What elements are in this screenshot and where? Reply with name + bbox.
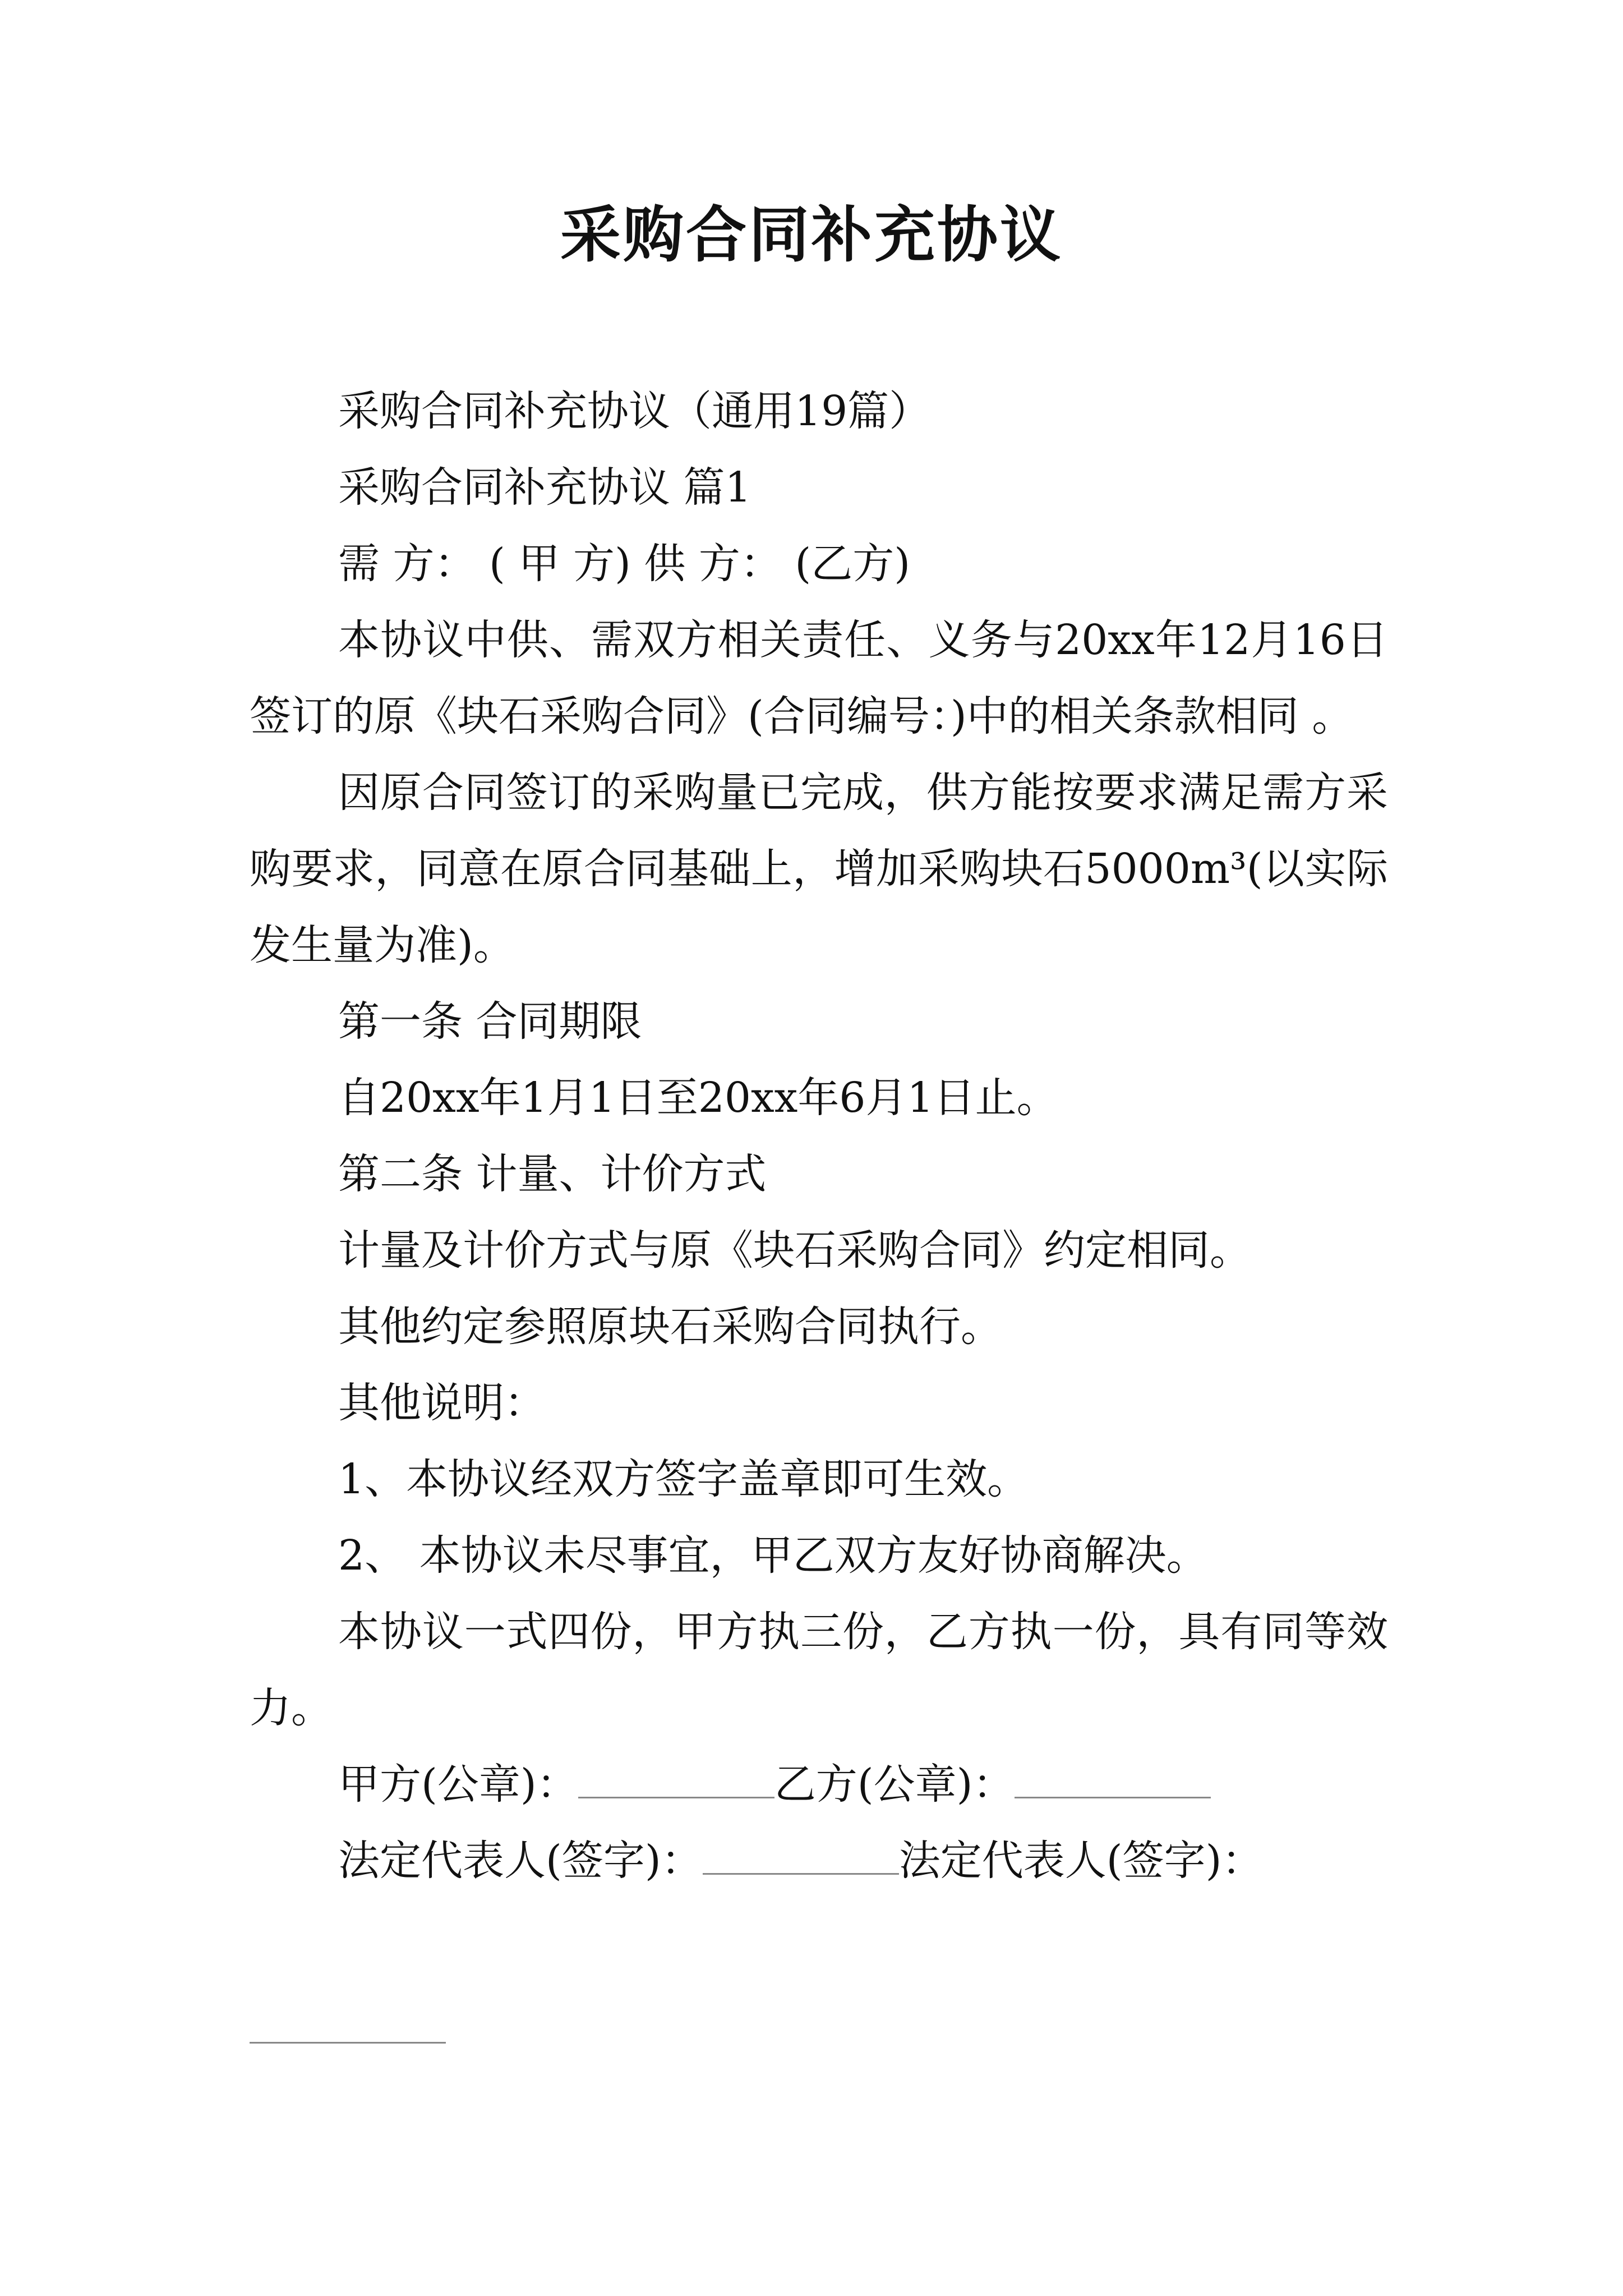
party-a-seal-label: 甲方(公章)：	[338, 1760, 578, 1809]
rep-b-blank	[250, 2042, 446, 2044]
article-one-text: 自20xx年1月1日至20xx年6月1日止。	[338, 1074, 1058, 1122]
representative-line	[250, 1823, 1388, 1899]
rep-b-label: 法定代表人(签字)：	[898, 1837, 1264, 1885]
paragraph-scope: 本协议中供、需双方相关责任、义务与20xx年12月16日签订的原《块石采购合同》(合同编号：)中的相关条款相同 。	[250, 616, 1388, 740]
party-b-seal-blank	[1015, 1761, 1211, 1798]
notes-heading: 其他说明：	[338, 1379, 546, 1427]
document-title: 采购合同补充协议	[560, 200, 1063, 270]
party-a-seal-blank	[578, 1761, 774, 1798]
article-two-text: 计量及计价方式与原《块石采购合同》约定相同。	[338, 1226, 1251, 1274]
seal-line	[250, 1746, 1388, 1823]
paragraph-subtitle: 采购合同补充协议（通用19篇）	[338, 387, 931, 435]
rep-a-blank	[703, 1837, 899, 1875]
article-one-heading: 第一条 合同期限	[338, 997, 642, 1046]
article-two-heading: 第二条 计量、计价方式	[338, 1150, 767, 1198]
paragraph-parties: 需 方： ( 甲 方) 供 方： (乙方)	[338, 540, 911, 588]
note-item-2: 2、 本协议未尽事宜，甲乙双方友好协商解决。	[338, 1531, 1208, 1580]
other-agreements: 其他约定参照原块石采购合同执行。	[338, 1303, 1002, 1351]
paragraph-section-heading: 采购合同补充协议 篇1	[338, 463, 751, 512]
paragraph-reason: 因原合同签订的采购量已完成，供方能按要求满足需方采购要求，同意在原合同基础上，增加采购块石5000m³(以实际发生量为准)。	[250, 769, 1388, 969]
document-body	[250, 373, 1388, 1899]
copies-paragraph: 本协议一式四份，甲方执三份，乙方执一份，具有同等效力。	[250, 1608, 1388, 1732]
party-b-seal-label: 乙方(公章)：	[774, 1760, 1015, 1809]
rep-a-label: 法定代表人(签字)：	[338, 1837, 703, 1885]
note-item-1: 1、本协议经双方签字盖章即可生效。	[338, 1455, 1029, 1503]
